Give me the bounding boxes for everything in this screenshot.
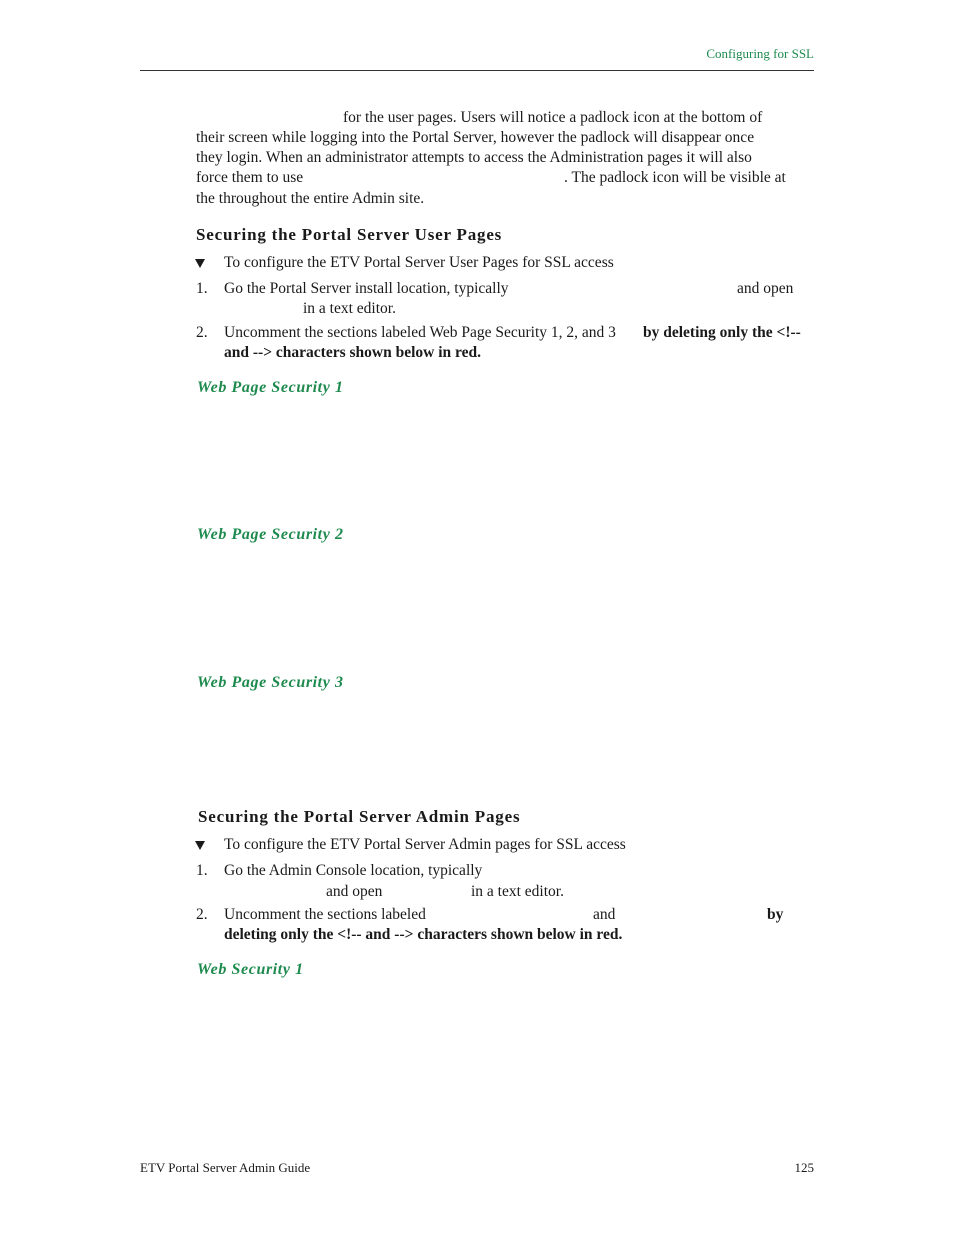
- intro-line-4b: . The padlock icon will be visible at: [564, 169, 786, 186]
- heading-user-pages: Securing the Portal Server User Pages: [196, 225, 503, 244]
- user-step2-text: Uncomment the sections labeled Web Page Security 1, 2, and 3: [224, 324, 616, 341]
- admin-procedure-intro: To configure the ETV Portal Server Admin pages for SSL access: [224, 836, 626, 853]
- intro-line-1: for the user pages. Users will notice a padlock icon at the bottom of: [343, 109, 763, 126]
- subheading-web-security-1: Web Security 1: [197, 961, 304, 978]
- admin-step1-editor: in a text editor.: [471, 883, 564, 900]
- user-step1-number: 1.: [196, 280, 208, 297]
- subheading-web-page-security-1: Web Page Security 1: [197, 379, 344, 396]
- user-step2-number: 2.: [196, 324, 208, 341]
- footer-guide-title: ETV Portal Server Admin Guide: [140, 1160, 311, 1175]
- triangle-bullet-icon: [195, 841, 205, 850]
- user-procedure-intro: To configure the ETV Portal Server User Pages for SSL access: [224, 254, 614, 271]
- admin-step2-by: by: [767, 906, 784, 923]
- admin-step2-text: Uncomment the sections labeled: [224, 906, 426, 923]
- subheading-web-page-security-3: Web Page Security 3: [197, 674, 344, 691]
- triangle-bullet-icon: [195, 259, 205, 268]
- intro-line-2: their screen while logging into the Portal Server, however the padlock will disappear once: [196, 129, 755, 146]
- admin-step2-number: 2.: [196, 906, 208, 923]
- intro-line-4a: force them to use: [196, 169, 304, 186]
- user-step1-text: Go the Portal Server install location, typically: [224, 280, 509, 297]
- admin-step1-text: Go the Admin Console location, typically: [224, 862, 483, 879]
- user-step2-bold-1: by deleting only the <!--: [643, 324, 801, 341]
- user-step2-bold-2: and --> characters shown below in red.: [224, 344, 481, 361]
- header-rule: [140, 70, 814, 71]
- admin-step1-and-open: and open: [326, 883, 383, 900]
- subheading-web-page-security-2: Web Page Security 2: [197, 526, 344, 543]
- heading-admin-pages: Securing the Portal Server Admin Pages: [198, 807, 521, 826]
- admin-step2-bold: deleting only the <!-- and --> characters shown below in red.: [224, 926, 623, 943]
- user-step1-and-open: and open: [737, 280, 794, 297]
- page-number: 125: [794, 1160, 814, 1175]
- user-step1-editor: in a text editor.: [303, 300, 396, 317]
- intro-line-3: they login. When an administrator attempts to access the Administration pages it will also: [196, 149, 752, 166]
- running-header: Configuring for SSL: [706, 46, 814, 61]
- admin-step2-and: and: [593, 906, 616, 923]
- admin-step1-number: 1.: [196, 862, 208, 879]
- intro-line-5: the throughout the entire Admin site.: [196, 190, 425, 207]
